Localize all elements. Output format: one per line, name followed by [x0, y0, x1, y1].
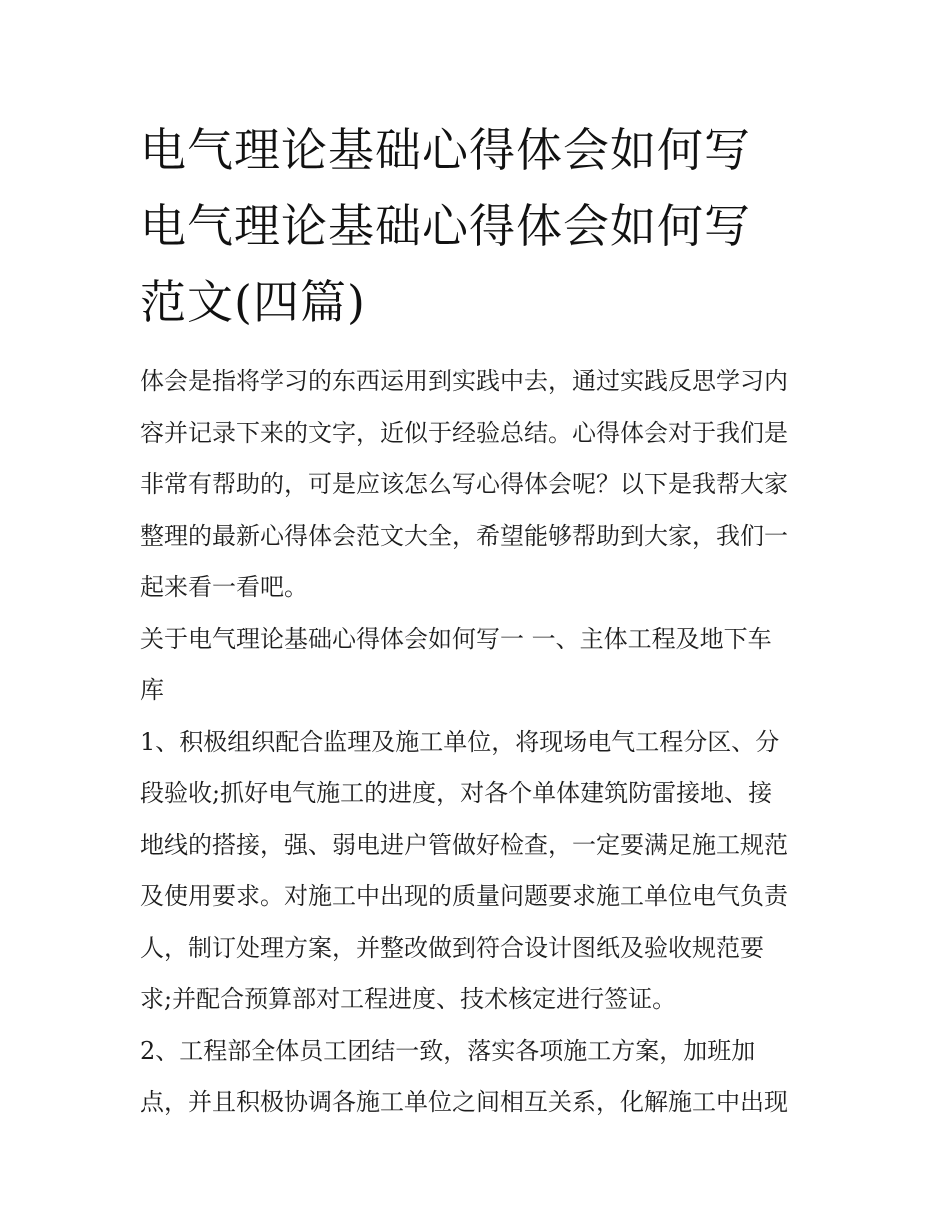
text-line: 起来看一看吧。	[140, 573, 308, 601]
text-line: 整理的最新心得体会范文大全，希望能够帮助到大家，我们一	[140, 521, 788, 550]
text-line: 人，制订处理方案，并整改做到符合设计图纸及验收规范要	[140, 933, 764, 962]
text-line: 段验收;抓好电气施工的进度，对各个单体建筑防雷接地、接	[140, 779, 773, 807]
text-line: 非常有帮助的，可是应该怎么写心得体会呢？以下是我帮大家	[140, 470, 788, 498]
intro-paragraph	[140, 356, 812, 614]
text-line: 库	[140, 676, 164, 704]
text-line: 关于电气理论基础心得体会如何写一 一、主体工程及地下车	[140, 624, 772, 653]
item-2-paragraph	[140, 1026, 812, 1129]
item-1-paragraph	[140, 717, 812, 1026]
text-line: 1、积极组织配合监理及施工单位，将现场电气工程分区、分	[140, 727, 780, 756]
title-line: 电气理论基础心得体会如何写	[140, 199, 751, 253]
document-title	[140, 112, 812, 340]
section-heading-paragraph	[140, 614, 812, 717]
document-body	[140, 356, 812, 1129]
text-line: 容并记录下来的文字，近似于经验总结。心得体会对于我们是	[140, 418, 788, 447]
text-line: 体会是指将学习的东西运用到实践中去，通过实践反思学习内	[140, 367, 788, 395]
title-line: 电气理论基础心得体会如何写	[140, 123, 751, 177]
title-line: 范文(四篇)	[140, 275, 366, 329]
text-line: 地线的搭接，强、弱电进户管做好检查，一定要满足施工规范	[140, 830, 788, 859]
document-page	[140, 112, 812, 1129]
text-line: 及使用要求。对施工中出现的质量问题要求施工单位电气负责	[140, 882, 788, 910]
text-line: 求;并配合预算部对工程进度、技术核定进行签证。	[140, 985, 677, 1013]
text-line: 2、工程部全体员工团结一致，落实各项施工方案，加班加	[140, 1036, 756, 1065]
text-line: 点，并且积极协调各施工单位之间相互关系，化解施工中出现	[140, 1088, 788, 1116]
